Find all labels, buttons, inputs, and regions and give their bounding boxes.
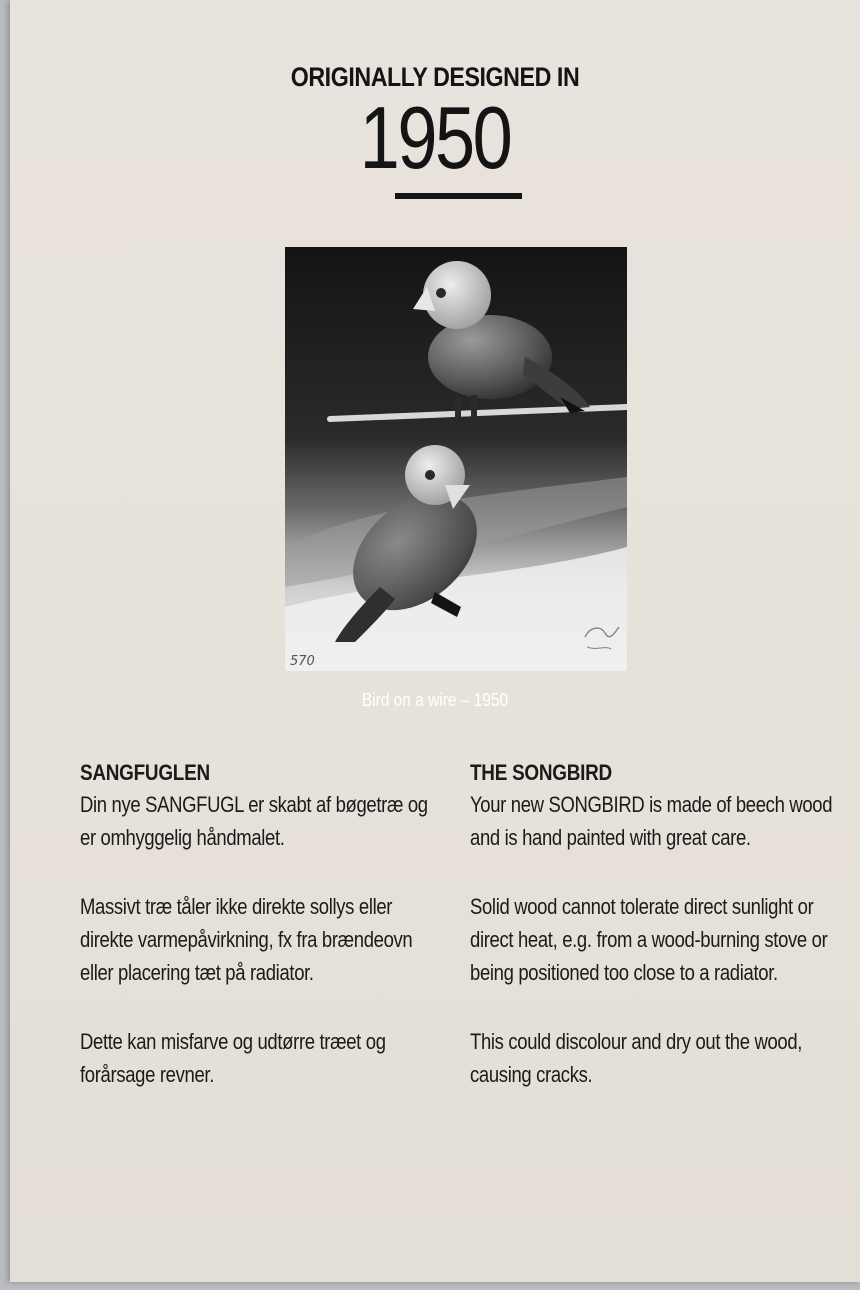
danish-paragraph-2: Massivt træ tåler ikke direkte sollys eller direkte varmepåvirkning, fx fra brændeovn eller placering tæt på radiator. <box>80 894 413 985</box>
photo-caption: Bird on a wire – 1950 <box>361 690 509 710</box>
english-paragraph-2: Solid wood cannot tolerate direct sunlight or direct heat, e.g. from a wood-burning stove or being positioned too close to a radiator. <box>470 894 828 985</box>
bird-photo <box>285 247 627 671</box>
english-section <box>470 760 850 1091</box>
danish-paragraph-1: Din nye SANGFUGL er skabt af bøgetræ og er omhyggelig håndmalet. <box>80 792 428 850</box>
english-paragraph-1: Your new SONGBIRD is made of beech wood and is hand painted with great care. <box>470 792 833 850</box>
info-card <box>10 0 860 1282</box>
danish-title: SANGFUGLEN <box>80 760 210 785</box>
english-title: THE SONGBIRD <box>470 760 612 785</box>
designed-heading: ORIGINALLY DESIGNED IN <box>290 62 580 92</box>
year-underline <box>395 193 522 199</box>
danish-section <box>80 760 460 1091</box>
design-year: 1950 <box>359 88 511 187</box>
english-paragraph-3: This could discolour and dry out the wood, causing cracks. <box>470 1029 803 1087</box>
danish-paragraph-3: Dette kan misfarve og udtørre træet og forårsage revner. <box>80 1029 386 1087</box>
photo-number: 570 <box>290 654 315 669</box>
